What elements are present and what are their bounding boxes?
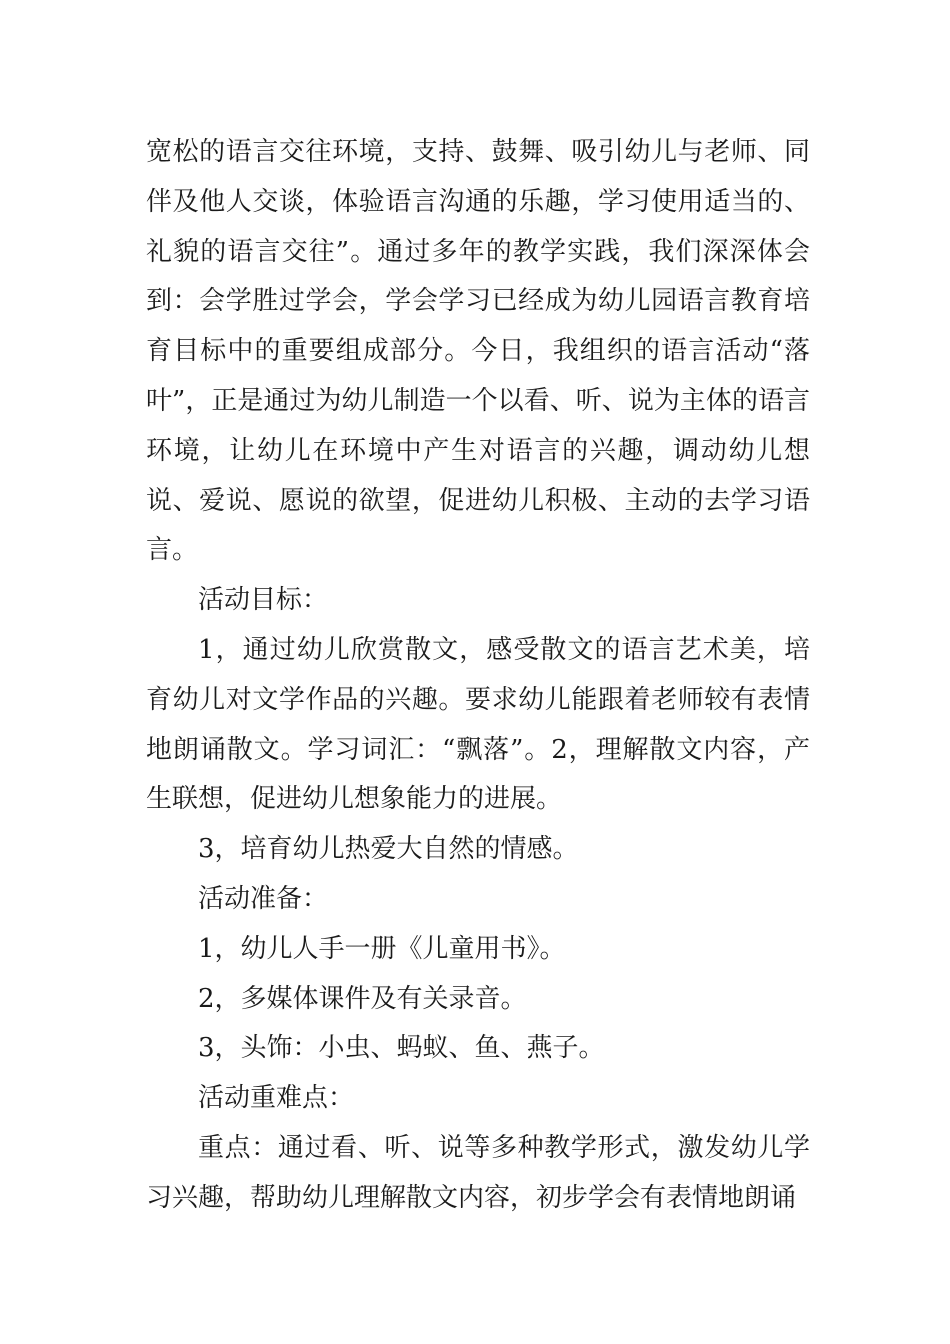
goal-item-3: 3，培育幼儿热爱大自然的情感。	[198, 834, 579, 865]
paragraph-intro-continuation: 宽松的语言交往环境，支持、鼓舞、吸引幼儿与老师、同伴及他人交谈，体验语言沟通的乐趣，学习使用适当的、礼貌的语言交往”。通过多年的教学实践，我们深深体会到：会学胜过学会，学会学习已经成为幼儿园语言教育培育目标中的重要组成部分。今日，我组织的语言活动“落叶”，正是通过为幼儿制造一个以看、听、说为主体的语言环境，让幼儿在环境中产生对语言的兴趣，调动幼儿想说、爱说、愿说的欲望，促进幼儿积极、主动的去学习语言。	[146, 137, 810, 566]
preparation-item-1: 1，幼儿人手一册《儿童用书》。	[198, 933, 566, 964]
heading-activity-goals: 活动目标：	[198, 585, 329, 616]
heading-activity-preparation: 活动准备：	[198, 883, 329, 914]
heading-key-difficult-points: 活动重难点：	[198, 1083, 355, 1114]
document-body	[146, 128, 810, 1224]
preparation-item-3: 3，头饰：小虫、蚂蚁、鱼、燕子。	[198, 1033, 605, 1064]
preparation-item-2: 2，多媒体课件及有关录音。	[198, 983, 527, 1014]
goal-item-1-2: 1，通过幼儿欣赏散文，感受散文的语言艺术美，培育幼儿对文学作品的兴趣。要求幼儿能跟着老师较有表情地朗诵散文。学习词汇：“飘落”。2，理解散文内容，产生联想，促进幼儿想象能力的进展。	[146, 634, 810, 815]
key-point-paragraph: 重点：通过看、听、说等多种教学形式，激发幼儿学习兴趣，帮助幼儿理解散文内容，初步学会有表情地朗诵	[146, 1132, 810, 1213]
